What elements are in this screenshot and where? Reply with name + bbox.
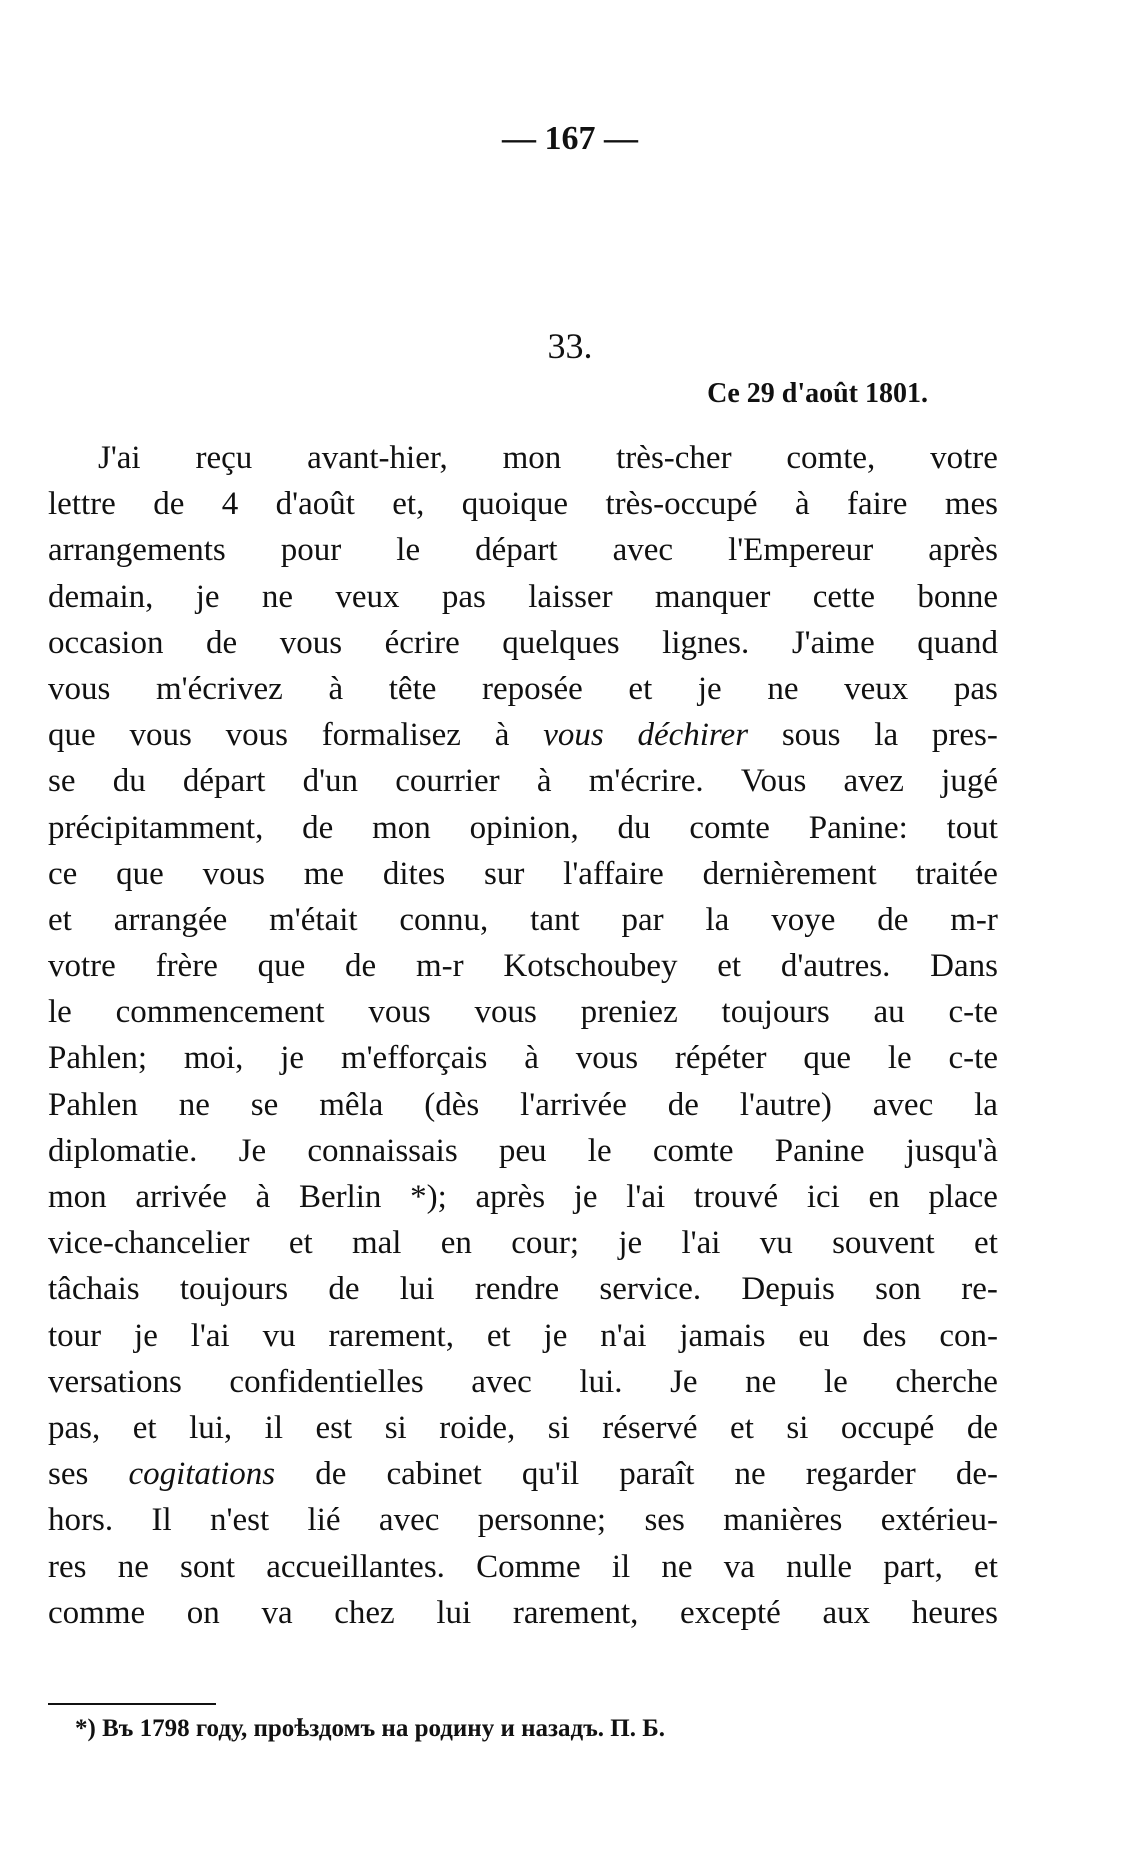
body-line xyxy=(48,435,998,481)
body-word: pas xyxy=(953,670,998,707)
body-word: preniez xyxy=(580,994,678,1031)
body-word: chez xyxy=(334,1594,395,1631)
body-word: Je xyxy=(670,1363,698,1400)
body-word: extérieu- xyxy=(880,1502,998,1539)
body-word: arrangements xyxy=(48,532,226,569)
body-word: de xyxy=(345,948,377,985)
letter-dateline: Ce 29 d'août 1801. xyxy=(707,378,928,409)
body-word: comte, xyxy=(786,440,876,476)
body-word: tant xyxy=(530,901,580,938)
body-word: va xyxy=(723,1548,755,1585)
body-word: de xyxy=(667,1086,699,1123)
body-line xyxy=(48,620,998,666)
body-word: de xyxy=(877,901,909,938)
body-word: manières xyxy=(723,1502,843,1539)
body-word: le xyxy=(396,532,421,569)
body-word: vous xyxy=(202,855,265,892)
body-word: personne; xyxy=(477,1502,607,1539)
body-word: vous xyxy=(279,624,343,661)
body-word: déchirer xyxy=(637,717,749,754)
body-word: lignes. xyxy=(662,624,750,661)
body-word: de xyxy=(153,486,185,523)
body-word: avec xyxy=(612,532,674,569)
body-word: comme xyxy=(48,1594,146,1631)
body-word: service. xyxy=(599,1271,702,1308)
body-word: avant-hier, xyxy=(307,440,448,476)
body-word: tour xyxy=(48,1317,102,1354)
body-word: lui. xyxy=(579,1363,623,1400)
body-word: Panine: xyxy=(808,809,908,846)
body-line xyxy=(48,1082,998,1128)
body-word: au xyxy=(873,994,905,1031)
body-line xyxy=(48,574,998,620)
body-word: n'est xyxy=(210,1502,270,1539)
body-word: diplomatie. xyxy=(48,1132,198,1169)
body-word: nulle xyxy=(786,1548,853,1585)
body-word: lié xyxy=(307,1502,341,1539)
body-word: Comme xyxy=(476,1548,581,1585)
body-word: ne xyxy=(261,578,294,615)
body-word: ce xyxy=(48,855,78,892)
body-word: précipitamment, xyxy=(48,809,264,846)
body-word: veux xyxy=(335,578,400,615)
body-word: du xyxy=(112,763,146,800)
body-word: l'autre) xyxy=(739,1086,832,1123)
body-word: de xyxy=(966,1409,998,1446)
body-word: occasion xyxy=(48,624,164,661)
body-word: cour; xyxy=(511,1225,580,1262)
body-word: place xyxy=(928,1179,998,1215)
body-word: tâchais xyxy=(48,1271,140,1308)
body-word: part, xyxy=(883,1548,943,1585)
body-word: avec xyxy=(872,1086,934,1123)
body-word: si xyxy=(547,1409,570,1446)
body-word: aux xyxy=(822,1594,871,1631)
body-word: rarement, xyxy=(512,1594,639,1631)
body-word: son xyxy=(875,1271,921,1308)
body-word: pres- xyxy=(931,717,998,754)
body-word: me xyxy=(303,855,345,892)
body-word: d'autres. xyxy=(780,948,891,985)
body-line xyxy=(48,1128,998,1174)
body-line xyxy=(48,805,998,851)
body-word: demain, xyxy=(48,578,154,615)
body-word: et xyxy=(288,1225,313,1262)
body-word: m'écrire. xyxy=(588,763,704,800)
body-word: la xyxy=(705,901,730,938)
body-word: m'écrivez xyxy=(155,670,283,707)
body-word: il xyxy=(264,1409,284,1446)
body-word: sous xyxy=(781,717,841,754)
body-word: voye xyxy=(771,901,836,938)
body-word: versations xyxy=(48,1363,182,1400)
body-word: le xyxy=(48,994,72,1031)
body-word: manquer xyxy=(654,578,771,615)
body-word: on xyxy=(186,1594,220,1631)
body-word: moi, xyxy=(183,1040,244,1077)
body-word: et xyxy=(486,1317,511,1354)
body-word: en xyxy=(868,1179,900,1215)
body-word: la xyxy=(974,1086,998,1123)
body-word: faire xyxy=(846,486,908,523)
body-word: rarement, xyxy=(328,1317,454,1354)
body-word: sur xyxy=(484,855,525,892)
body-word: con- xyxy=(939,1317,998,1354)
body-line xyxy=(48,1266,998,1312)
body-word: la xyxy=(874,717,899,754)
body-word: il xyxy=(611,1548,631,1585)
body-word: confidentielles xyxy=(229,1363,424,1400)
body-word: que xyxy=(803,1040,851,1077)
footnote-rule xyxy=(48,1703,216,1705)
body-word: qu'il xyxy=(521,1456,580,1493)
body-word: arrangée xyxy=(113,901,228,938)
body-word: quoique xyxy=(461,486,569,523)
body-word: mon xyxy=(48,1179,107,1215)
body-word: après xyxy=(475,1179,546,1215)
body-word: répéter xyxy=(674,1040,767,1077)
body-word: ses xyxy=(644,1502,685,1539)
body-word: lettre xyxy=(48,486,116,523)
body-word: jugé xyxy=(941,763,998,800)
body-word: traitée xyxy=(915,855,998,892)
body-word: se xyxy=(48,763,76,800)
body-word: ne xyxy=(734,1456,766,1493)
body-line xyxy=(48,1313,998,1359)
body-line xyxy=(48,666,998,712)
body-word: à xyxy=(255,1179,271,1215)
body-word: occupé xyxy=(840,1409,935,1446)
body-word: laisser xyxy=(528,578,613,615)
body-line xyxy=(48,851,998,897)
body-word: ne xyxy=(745,1363,777,1400)
body-word: je xyxy=(195,578,220,615)
body-word: bonne xyxy=(917,578,998,615)
body-word: réservé xyxy=(602,1409,698,1446)
body-word: m'efforçais xyxy=(340,1040,488,1077)
body-word: m-r xyxy=(950,901,998,938)
body-word: et xyxy=(48,901,72,938)
body-word: vous xyxy=(48,670,111,707)
body-word: jusqu'à xyxy=(905,1132,998,1169)
body-word: ses xyxy=(48,1456,89,1493)
body-word: (dès xyxy=(424,1086,480,1123)
body-word: l'ai xyxy=(681,1225,721,1262)
body-word: souvent xyxy=(832,1225,935,1262)
body-word: sont xyxy=(180,1548,236,1585)
body-word: J'ai xyxy=(98,440,141,476)
body-word: accueillantes. xyxy=(266,1548,445,1585)
body-word: en xyxy=(440,1225,472,1262)
body-word: l'Empereur xyxy=(728,532,874,569)
footnote: *) Въ 1798 году, проѣздомъ на родину и назадъ. П. Б. xyxy=(75,1715,666,1742)
body-word: avec xyxy=(378,1502,440,1539)
body-word: n'ai xyxy=(600,1317,647,1354)
body-line xyxy=(48,1174,998,1220)
body-word: mes xyxy=(944,486,998,523)
letter-body xyxy=(48,435,998,1636)
body-line xyxy=(48,527,998,573)
body-word: vu xyxy=(759,1225,793,1262)
body-word: jamais xyxy=(679,1317,766,1354)
body-word: que xyxy=(257,948,306,985)
body-word: connu, xyxy=(399,901,489,938)
body-word: et xyxy=(628,670,653,707)
body-line xyxy=(48,1359,998,1405)
page-number: — 167 — xyxy=(502,120,638,157)
body-word: de xyxy=(315,1456,347,1493)
body-word: après xyxy=(928,532,998,569)
body-word: Vous xyxy=(740,763,807,800)
body-word: Dans xyxy=(930,948,998,985)
body-word: dites xyxy=(382,855,446,892)
body-word: re- xyxy=(961,1271,998,1308)
body-word: que xyxy=(116,855,164,892)
body-word: Depuis xyxy=(741,1271,835,1308)
body-word: et xyxy=(132,1409,157,1446)
body-word: le xyxy=(887,1040,912,1077)
body-word: vous xyxy=(543,717,604,754)
body-word: eu xyxy=(798,1317,830,1354)
body-word: connaissais xyxy=(307,1132,458,1169)
body-line xyxy=(48,1405,998,1451)
body-word: ici xyxy=(806,1179,840,1215)
body-word: va xyxy=(261,1594,293,1631)
body-word: cabinet xyxy=(386,1456,482,1493)
body-word: si xyxy=(384,1409,407,1446)
body-word: départ xyxy=(182,763,266,800)
body-word: je xyxy=(543,1317,568,1354)
body-word: pour xyxy=(280,532,342,569)
body-line xyxy=(48,1590,998,1636)
body-word: vous xyxy=(575,1040,639,1077)
body-word: ne xyxy=(661,1548,693,1585)
body-word: Pahlen; xyxy=(48,1040,147,1077)
body-line xyxy=(48,481,998,527)
body-word: mon xyxy=(502,440,562,476)
body-word: 4 xyxy=(221,486,239,523)
body-word: l'ai xyxy=(190,1317,230,1354)
body-word: l'affaire xyxy=(563,855,664,892)
body-word: du xyxy=(617,809,651,846)
body-word: je xyxy=(280,1040,305,1077)
body-word: à xyxy=(524,1040,539,1077)
body-word: ne xyxy=(767,670,799,707)
body-word: si xyxy=(786,1409,809,1446)
body-word: toujours xyxy=(179,1271,289,1308)
body-word: le xyxy=(823,1363,848,1400)
body-word: de xyxy=(302,809,334,846)
body-word: hors. xyxy=(48,1502,114,1539)
body-word: l'ai xyxy=(626,1179,666,1215)
body-word: reçu xyxy=(195,440,253,476)
body-word: pas, xyxy=(48,1409,101,1446)
body-word: Il xyxy=(151,1502,172,1539)
body-word: je xyxy=(134,1317,158,1354)
body-word: cogitations xyxy=(128,1456,276,1493)
body-word: comte xyxy=(689,809,770,846)
body-word: écrire xyxy=(384,624,460,661)
body-word: arrivée xyxy=(135,1179,227,1215)
body-word: courrier xyxy=(395,763,500,800)
body-line xyxy=(48,1544,998,1590)
body-word: à xyxy=(536,763,552,800)
body-word: *); xyxy=(410,1179,447,1215)
body-word: vous xyxy=(368,994,431,1031)
body-word: commencement xyxy=(115,994,325,1031)
body-word: est xyxy=(315,1409,353,1446)
body-word: votre xyxy=(48,948,116,985)
body-word: lui, xyxy=(189,1409,233,1446)
body-word: vu xyxy=(262,1317,296,1354)
body-word: cette xyxy=(812,578,875,615)
body-word: mêla xyxy=(319,1086,384,1123)
body-word: vous xyxy=(474,994,537,1031)
body-word: reposée xyxy=(482,670,583,707)
body-word: à xyxy=(328,670,344,707)
body-word: heures xyxy=(911,1594,998,1631)
body-line xyxy=(48,943,998,989)
body-line xyxy=(48,989,998,1035)
body-word: pas xyxy=(441,578,486,615)
body-word: ne xyxy=(178,1086,210,1123)
body-word: je xyxy=(618,1225,643,1262)
body-word: roide, xyxy=(439,1409,516,1446)
body-word: rendre xyxy=(474,1271,560,1308)
body-word: Je xyxy=(238,1132,267,1169)
body-line xyxy=(48,1451,998,1497)
body-word: trouvé xyxy=(693,1179,779,1215)
body-word: se xyxy=(250,1086,279,1123)
body-line xyxy=(48,712,998,758)
body-word: lui xyxy=(399,1271,435,1308)
body-word: très-occupé xyxy=(605,486,758,523)
body-word: départ xyxy=(475,532,558,569)
body-word: c-te xyxy=(948,1040,998,1077)
body-word: des xyxy=(862,1317,907,1354)
body-word: votre xyxy=(930,440,998,476)
letter-number: 33. xyxy=(547,326,593,366)
body-word: de xyxy=(328,1271,360,1308)
body-word: dernièrement xyxy=(702,855,877,892)
body-word: très-cher xyxy=(616,440,732,476)
body-word: que xyxy=(48,717,96,754)
body-word: et xyxy=(974,1548,998,1585)
body-word: opinion, xyxy=(469,809,579,846)
body-word: comte xyxy=(652,1132,734,1169)
body-line xyxy=(48,1497,998,1543)
body-word: je xyxy=(573,1179,598,1215)
body-word: res xyxy=(48,1548,87,1585)
body-word: avez xyxy=(843,763,904,800)
body-word: vous xyxy=(225,717,288,754)
body-word: mon xyxy=(372,809,431,846)
body-word: formalisez xyxy=(321,717,461,754)
body-word: le xyxy=(587,1132,612,1169)
body-word: d'un xyxy=(302,763,359,800)
body-word: excepté xyxy=(680,1594,781,1631)
body-word: l'arrivée xyxy=(520,1086,627,1123)
body-word: tête xyxy=(388,670,437,707)
body-word: vous xyxy=(129,717,192,754)
body-word: paraît xyxy=(619,1456,695,1493)
body-word: de- xyxy=(955,1456,998,1493)
body-word: et xyxy=(717,948,742,985)
body-word: d'août xyxy=(275,486,355,523)
body-word: Pahlen xyxy=(48,1086,138,1123)
body-word: m'était xyxy=(269,901,358,938)
body-word: frère xyxy=(155,948,218,985)
body-line xyxy=(48,758,998,804)
body-word: et xyxy=(730,1409,754,1446)
body-word: quand xyxy=(917,624,998,661)
body-line xyxy=(48,1035,998,1081)
body-word: Kotschoubey xyxy=(503,948,678,985)
body-word: J'aime xyxy=(791,624,875,661)
body-line xyxy=(48,897,998,943)
body-word: par xyxy=(621,901,664,938)
body-word: peu xyxy=(498,1132,547,1169)
body-word: veux xyxy=(844,670,909,707)
body-word: cherche xyxy=(895,1363,998,1400)
body-word: toujours xyxy=(721,994,830,1031)
body-word: mal xyxy=(351,1225,402,1262)
body-word: à xyxy=(494,717,510,754)
body-word: et xyxy=(974,1225,998,1262)
body-word: tout xyxy=(946,809,998,846)
body-word: ne xyxy=(117,1548,149,1585)
body-word: vice-chancelier xyxy=(48,1225,250,1262)
body-word: c-te xyxy=(948,994,998,1031)
body-word: m-r xyxy=(415,948,464,985)
body-word: Berlin xyxy=(298,1179,382,1215)
body-word: et, xyxy=(392,486,425,523)
body-word: de xyxy=(206,624,238,661)
body-word: à xyxy=(794,486,810,523)
body-word: je xyxy=(697,670,722,707)
body-word: regarder xyxy=(805,1456,916,1493)
body-word: Panine xyxy=(774,1132,865,1169)
body-word: avec xyxy=(471,1363,532,1400)
body-line xyxy=(48,1220,998,1266)
body-word: quelques xyxy=(502,624,620,661)
body-word: lui xyxy=(436,1594,472,1631)
